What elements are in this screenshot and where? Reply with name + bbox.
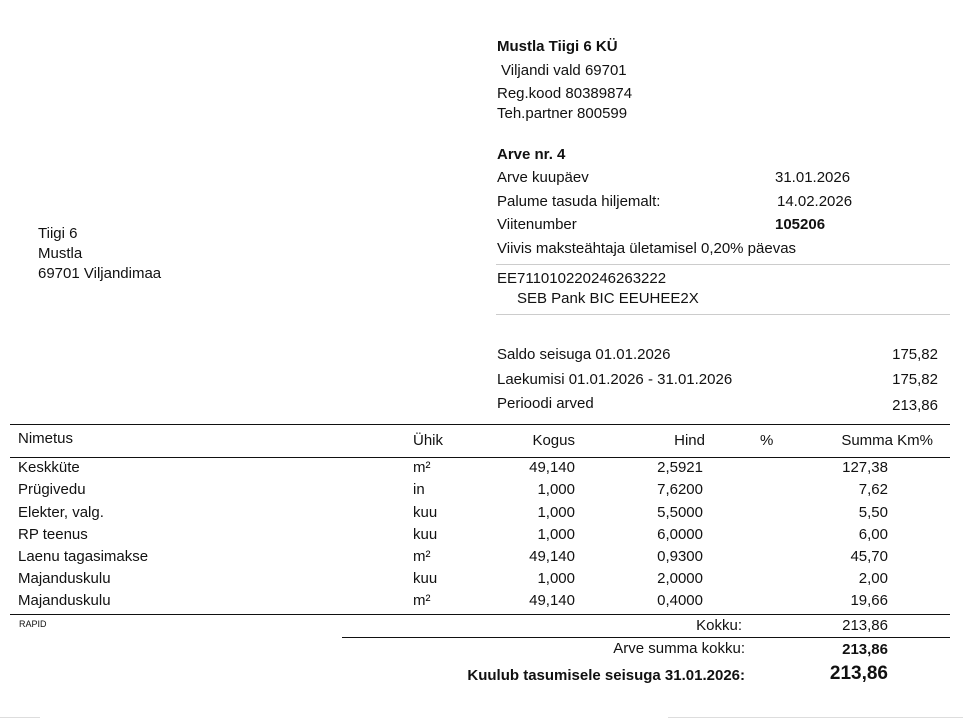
item-qty: 1,000 [537, 570, 575, 587]
invoice-date-value: 31.01.2026 [775, 169, 851, 186]
table-bottom-rule [10, 614, 950, 615]
reference-number: 105206 [775, 216, 826, 233]
item-unit: kuu [413, 504, 438, 521]
col-header-percent: % [760, 432, 774, 449]
invoice-sum-value: 213,86 [842, 641, 888, 658]
invoice-date-label: Arve kuupäev [497, 169, 589, 186]
item-sum: 127,38 [842, 459, 888, 476]
item-unit: m² [413, 548, 431, 565]
item-price: 0,9300 [657, 548, 703, 565]
invoice-title: Arve nr. 4 [497, 146, 566, 163]
totals-rule [342, 637, 950, 638]
table-header-rule [10, 457, 950, 458]
item-unit: kuu [413, 570, 438, 587]
item-unit: m² [413, 459, 431, 476]
item-sum: 45,70 [850, 548, 888, 565]
total-value: 213,86 [842, 617, 888, 634]
payments-label: Laekumisi 01.01.2026 - 31.01.2026 [497, 371, 733, 388]
col-header-unit: Ühik [413, 432, 444, 449]
recipient-street: Tiigi 6 [38, 225, 78, 242]
item-price: 2,5921 [657, 459, 703, 476]
item-unit: in [413, 481, 425, 498]
item-name: Prügivedu [18, 481, 86, 498]
payable-label: Kuulub tasumisele seisuga 31.01.2026: [467, 667, 745, 684]
penalty-note: Viivis maksteähtaja ületamisel 0,20% päevas [497, 240, 797, 257]
divider [496, 264, 950, 265]
item-unit: kuu [413, 526, 438, 543]
item-qty: 49,140 [529, 459, 575, 476]
item-name: Elekter, valg. [18, 504, 104, 521]
item-price: 5,5000 [657, 504, 703, 521]
payments-value: 175,82 [892, 371, 938, 388]
divider [496, 314, 950, 315]
recipient-postal: 69701 Viljandimaa [38, 265, 162, 282]
invoice-sum-label: Arve summa kokku: [613, 640, 745, 657]
item-sum: 5,50 [858, 504, 888, 521]
issuer-address: Viljandi vald 69701 [501, 62, 627, 79]
issuer-name: Mustla Tiigi 6 KÜ [497, 38, 618, 55]
col-header-name: Nimetus [18, 430, 74, 447]
total-label: Kokku: [696, 617, 742, 634]
item-name: RP teenus [18, 526, 88, 543]
item-name: Majanduskulu [18, 570, 111, 587]
payable-value: 213,86 [829, 663, 888, 684]
item-unit: m² [413, 592, 431, 609]
item-qty: 49,140 [529, 592, 575, 609]
item-name: Keskküte [18, 459, 80, 476]
item-price: 7,6200 [657, 481, 703, 498]
edge-mark [0, 717, 40, 718]
software-mark: RAPID [19, 619, 47, 629]
item-sum: 6,00 [858, 526, 888, 543]
col-header-price: Hind [674, 432, 705, 449]
item-price: 6,0000 [657, 526, 703, 543]
reference-label: Viitenumber [497, 216, 577, 233]
col-header-sum: Summa Km% [841, 432, 933, 449]
period-invoices-label: Perioodi arved [497, 395, 594, 412]
bank-info: SEB Pank BIC EEUHEE2X [517, 290, 699, 307]
iban: EE711010220246263222 [497, 270, 667, 287]
issuer-partner: Teh.partner 800599 [497, 105, 628, 122]
balance-label: Saldo seisuga 01.01.2026 [497, 346, 671, 363]
col-header-qty: Kogus [532, 432, 575, 449]
due-date-label: Palume tasuda hiljemalt: [497, 193, 661, 210]
item-sum: 19,66 [850, 592, 888, 609]
item-qty: 1,000 [537, 526, 575, 543]
issuer-reg-code: Reg.kood 80389874 [497, 85, 633, 102]
item-price: 2,0000 [657, 570, 703, 587]
item-name: Majanduskulu [18, 592, 111, 609]
item-price: 0,4000 [657, 592, 703, 609]
item-qty: 1,000 [537, 481, 575, 498]
due-date-value: 14.02.2026 [777, 193, 853, 210]
edge-mark [668, 717, 963, 718]
recipient-town: Mustla [38, 245, 83, 262]
item-name: Laenu tagasimakse [18, 548, 149, 565]
item-qty: 1,000 [537, 504, 575, 521]
item-sum: 7,62 [858, 481, 888, 498]
period-invoices-value: 213,86 [892, 397, 938, 414]
table-top-rule [10, 424, 950, 425]
balance-value: 175,82 [892, 346, 938, 363]
item-qty: 49,140 [529, 548, 575, 565]
item-sum: 2,00 [858, 570, 888, 587]
